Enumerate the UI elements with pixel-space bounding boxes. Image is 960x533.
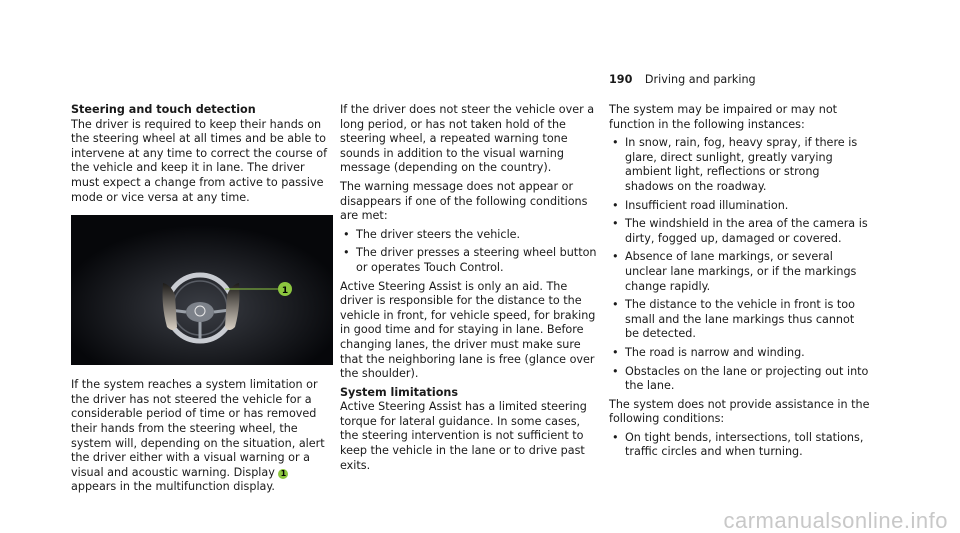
condition-list — [340, 228, 602, 276]
column-2 — [340, 103, 602, 477]
paragraph: The system may be impaired or may not function in the following instances: — [609, 103, 838, 131]
list-item: • The driver steers the vehicle. — [340, 228, 602, 243]
list-item: • Obstacles on the lane or projecting out into the lane. — [609, 365, 871, 394]
list-item: • In snow, rain, fog, heavy spray, if there is glare, direct sunlight, greatly varying ambient light, reflections or strong shadows on the roadway. — [609, 136, 871, 194]
intro-paragraph: Steering and touch detection The driver is required to keep their hands on the steering wheel at all times and be able to intervene at any time to correct the course of the vehicle and keep it in lane. The driver must expect a change from active to passive mode or vice versa at any time. — [71, 103, 333, 205]
column-3 — [609, 103, 871, 464]
instance-list — [609, 136, 871, 394]
paragraph: If the driver does not steer the vehicle over a long period, or has not taken hold of the steering wheel, a repeated warning tone sounds in addition to the visual warning message (depending on the country). — [340, 103, 595, 175]
page-header — [609, 73, 756, 88]
list-item: • The road is narrow and winding. — [609, 346, 871, 361]
paragraph: Active Steering Assist is only an aid. The driver is responsible for the distance to the vehicle in front, for vehicle speed, for braking in good time and for staying in lane. Before changing lanes, the driver must make sure that the neighboring lane is free (glance over the shoulder). — [340, 279, 596, 381]
limitations-paragraph: System limitations Active Steering Assist has a limited steering torque for lateral guidance. In some cases, the steering intervention is not sufficient to keep the vehicle in the lane or to drive past exits. — [340, 386, 602, 474]
svg-text:1: 1 — [281, 286, 289, 297]
condition-list — [609, 431, 871, 460]
list-item: • The windshield in the area of the camera is dirty, fogged up, damaged or covered. — [609, 217, 871, 246]
paragraph: The system does not provide assistance in the following conditions: — [609, 397, 870, 426]
page-number: 190 — [609, 73, 633, 86]
alert-paragraph: If the system reaches a system limitation or the driver has not steered the vehicle for a considerable period of time or has removed their hands from the steering wheel, the system will, depending on the situation, alert the driver either with a visual warning or a visual and acoustic warning. Display 1 appears in the multifunction display. — [71, 378, 325, 494]
callout-badge: 1 — [278, 469, 288, 479]
callout-marker-icon — [278, 282, 292, 296]
watermark: carmanualsonline.info — [723, 508, 948, 533]
list-item: • On tight bends, intersections, toll stations, traffic circles and when turning. — [609, 431, 871, 460]
list-item: • Absence of lane markings, or several unclear lane markings, or if the markings change rapidly. — [609, 250, 871, 294]
section-title: Driving and parking — [644, 73, 756, 86]
list-item: • The distance to the vehicle in front is too small and the lane markings thus cannot be detected. — [609, 298, 871, 342]
list-item: • The driver presses a steering wheel button or operates Touch Control. — [340, 246, 602, 275]
paragraph: The warning message does not appear or disappears if one of the following conditions are met: — [340, 179, 588, 223]
section-heading: Steering and touch detection — [71, 103, 256, 116]
list-item: • Insufficient road illumination. — [609, 199, 871, 214]
steering-wheel-illustration — [71, 215, 333, 365]
section-heading: System limitations — [340, 385, 459, 399]
column-1 — [71, 103, 333, 499]
